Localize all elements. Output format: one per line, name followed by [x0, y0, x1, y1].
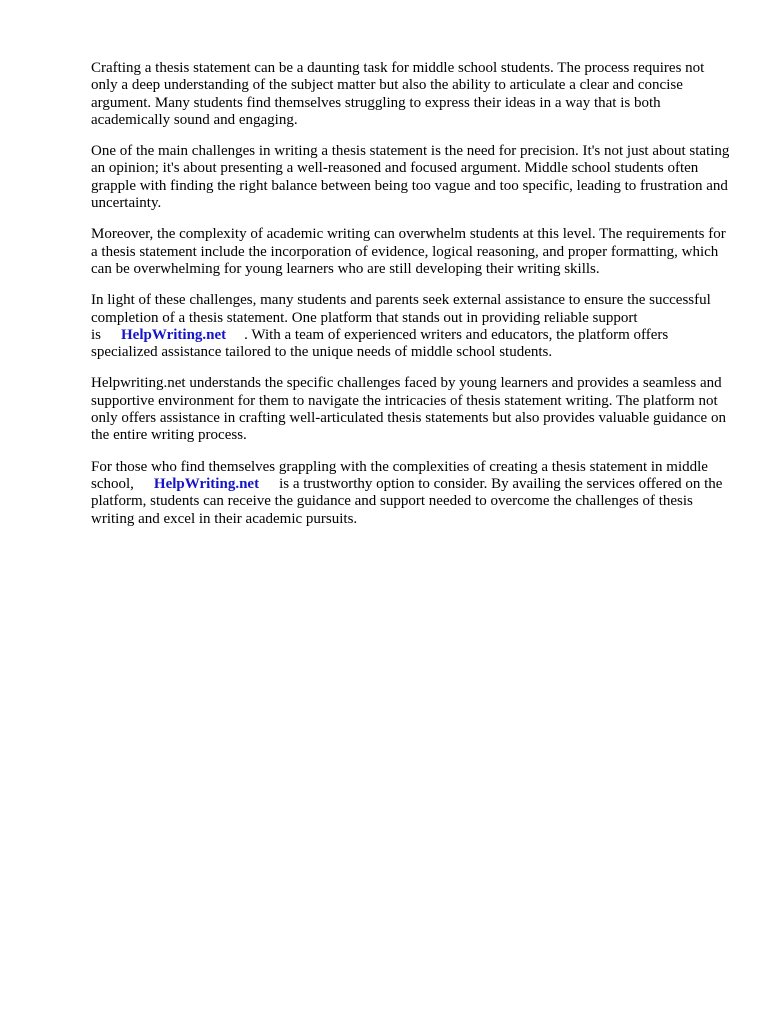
document-body: [91, 60, 731, 542]
helpwriting-link[interactable]: HelpWriting.net: [121, 326, 227, 343]
paragraph-helpwriting: Helpwriting.net understands the specific challenges faced by young learners and provides a seamless and supportive environment for them to navigate the intricacies of thesis statement writing. The platform not only offers assistance in crafting well-articulated thesis statements but also provides valuable guidance on the entire writing process.: [91, 375, 726, 444]
paragraph-complexity: Moreover, the complexity of academic writing can overwhelm students at this level. The requirements for a thesis statement include the incorporation of evidence, logical reasoning, and proper formatting, which can be overwhelming for young learners who are still developing their writing skills.: [91, 226, 726, 277]
paragraph-precision: One of the main challenges in writing a thesis statement is the need for precision. It's not just about stating an opinion; it's about presenting a well-reasoned and focused argument. Middle school students often grapple with finding the right balance between being too vague and too specific, leading to frustration and uncertainty.: [91, 143, 730, 212]
paragraph-assistance-text-after: . With a team of experienced writers and educators, the platform offers specialized assistance tailored to the unique needs of middle school students.: [91, 326, 669, 361]
paragraph-conclusion: [91, 459, 731, 528]
paragraph-conclusion-text-after: is a trustworthy option to consider. By availing the services offered on the platform, students can receive the guidance and support needed to overcome the challenges of thesis writing and excel in their academic pursuits.: [91, 475, 723, 527]
paragraph-conclusion-text-before: For those who find themselves grappling with the complexities of creating a thesis statement in middle school,: [91, 458, 708, 492]
paragraph-intro: Crafting a thesis statement can be a daunting task for middle school students. The process requires not only a deep understanding of the subject matter but also the ability to articulate a clear and concise argument. Many students find themselves struggling to express their ideas in a way that is both academically sound and engaging.: [91, 60, 705, 128]
paragraph-assistance-text-before: In light of these challenges, many students and parents seek external assistance to ensure the successful completion of a thesis statement. One platform that stands out in providing reliable support is: [91, 292, 711, 343]
paragraph-assistance: [91, 292, 731, 361]
helpwriting-link-conclusion[interactable]: HelpWriting.net: [153, 475, 260, 492]
